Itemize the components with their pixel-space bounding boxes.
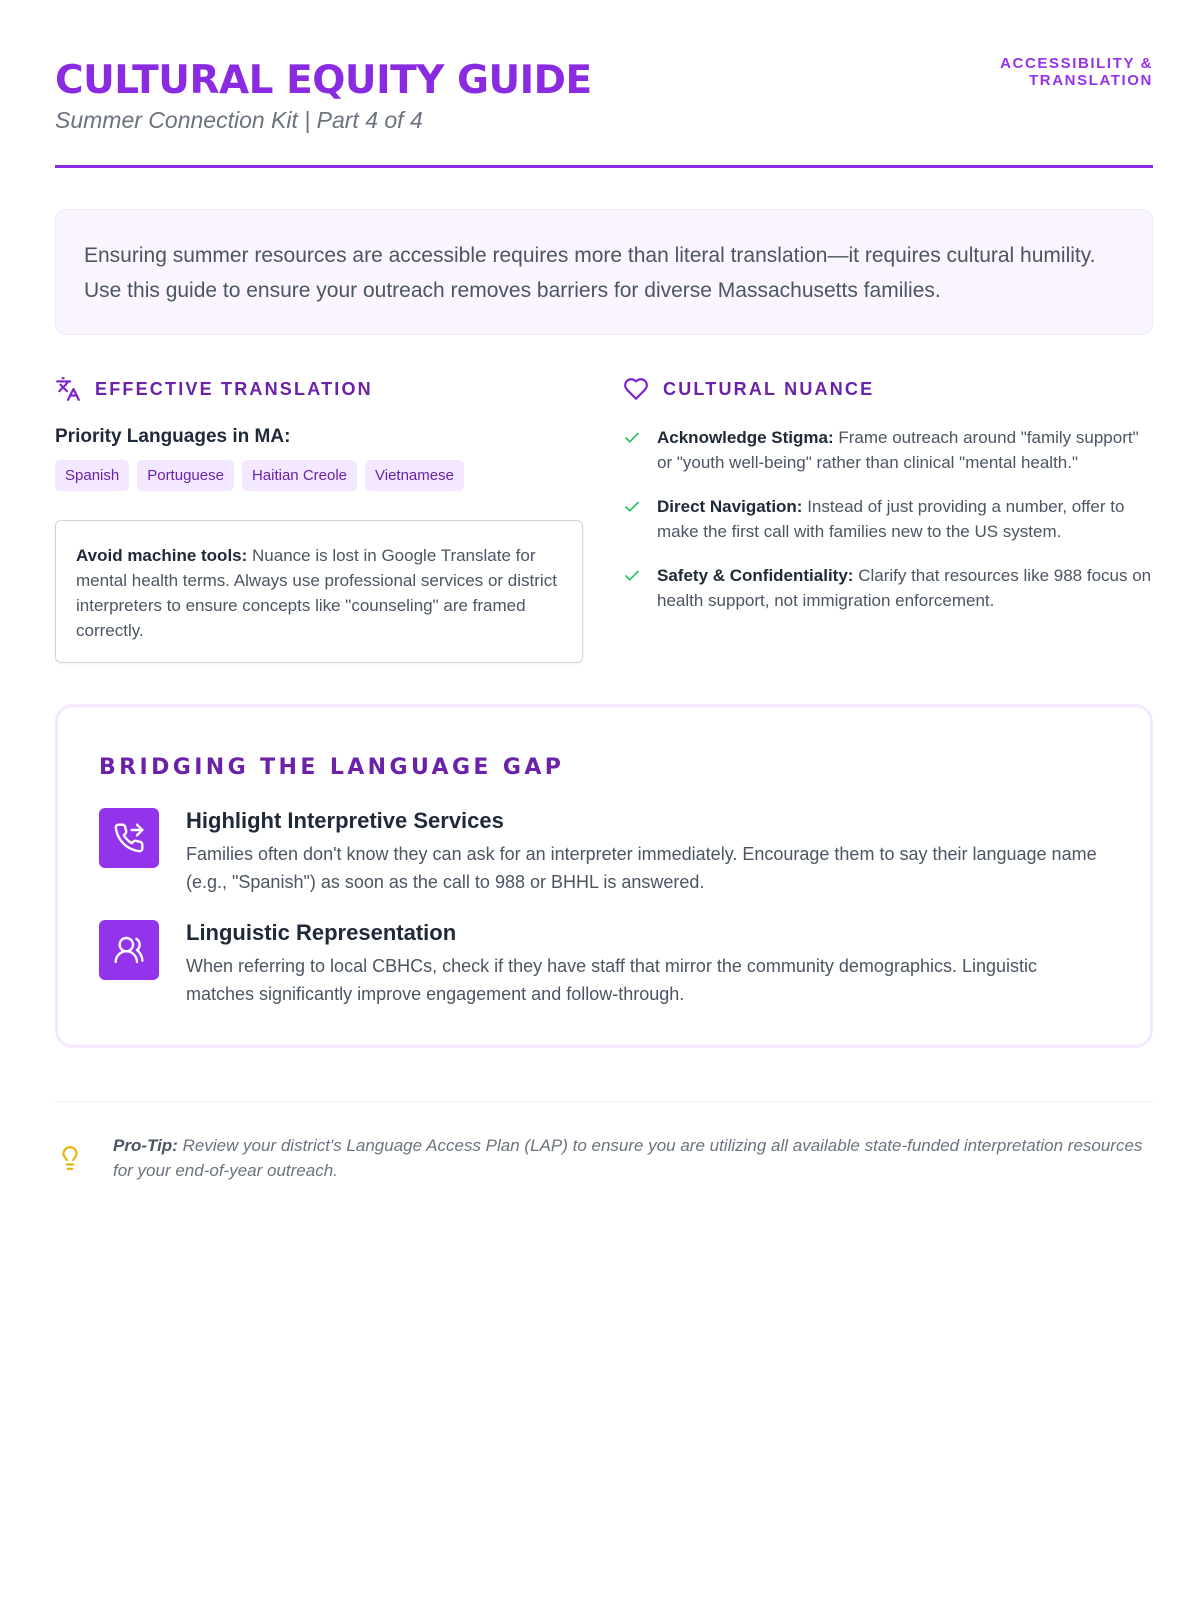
- translation-heading-text: EFFECTIVE TRANSLATION: [95, 378, 373, 399]
- translate-icon: [55, 376, 81, 402]
- nuance-heading: [623, 376, 1153, 402]
- intro-box: [55, 209, 1153, 335]
- pro-tip: [55, 1133, 1153, 1183]
- bridge-item-body: [186, 808, 1099, 896]
- note-bold: Avoid machine tools:: [76, 546, 248, 565]
- nuance-section: [623, 376, 1153, 632]
- nuance-item-bold: Acknowledge Stigma:: [657, 428, 834, 447]
- nuance-heading-text: CULTURAL NUANCE: [663, 378, 875, 399]
- icon-box: [99, 808, 159, 868]
- header: [55, 0, 1153, 168]
- pro-tip-text: [113, 1133, 1153, 1183]
- page-title: CULTURAL EQUITY GUIDE: [55, 58, 592, 103]
- heart-icon: [623, 376, 649, 402]
- priority-languages-label: Priority Languages in MA:: [55, 426, 291, 447]
- bridge-item-title: Linguistic Representation: [186, 920, 457, 945]
- intro-text: Ensuring summer resources are accessible requires more than literal translation—it requires cultural humility. Use this guide to ensure your outreach removes barriers for diverse Massachusetts families.: [84, 244, 1096, 302]
- check-icon: [623, 498, 641, 516]
- language-gap-panel: [55, 704, 1153, 1048]
- list-item: [623, 425, 1153, 475]
- language-gap-title: BRIDGING THE LANGUAGE GAP: [99, 755, 565, 780]
- bridge-item-text: Families often don't know they can ask for an interpreter immediately. Encourage them to say their language name (e.g., "Spanish") as soon as the call to 988 or BHHL is answered.: [186, 844, 1097, 892]
- lightbulb-icon: [57, 1143, 83, 1173]
- machine-tools-note: [55, 520, 583, 663]
- icon-box: [99, 920, 159, 980]
- bridge-item: [99, 920, 1099, 1008]
- check-icon: [623, 567, 641, 585]
- language-chip: Haitian Creole: [242, 460, 357, 491]
- nuance-item-text: Frame outreach around "family support" or "youth well-being" rather than clinical "mental health.": [657, 428, 1139, 472]
- category-tag-line-1: ACCESSIBILITY &: [1000, 55, 1153, 72]
- language-chip: Vietnamese: [365, 460, 464, 491]
- pro-tip-body: Review your district's Language Access Plan (LAP) to ensure you are utilizing all available state-funded interpretation resources for your end-of-year outreach.: [113, 1136, 1143, 1180]
- translation-section: [55, 376, 583, 663]
- pro-tip-label: Pro-Tip:: [113, 1136, 178, 1155]
- note-text: Nuance is lost in Google Translate for mental health terms. Always use professional services or district interpreters to ensure concepts like "counseling" are framed correctly.: [76, 546, 557, 640]
- language-chip: Spanish: [55, 460, 129, 491]
- language-chips: [55, 460, 583, 491]
- language-chip: Portuguese: [137, 460, 234, 491]
- list-item: [623, 494, 1153, 544]
- category-tag-line-2: TRANSLATION: [1029, 72, 1153, 89]
- nuance-item-bold: Safety & Confidentiality:: [657, 566, 854, 585]
- users-icon: [113, 934, 145, 966]
- bridge-item-text: When referring to local CBHCs, check if they have staff that mirror the community demographics. Linguistic matches significantly improve engagement and follow-through.: [186, 956, 1038, 1004]
- phone-forward-icon: [113, 822, 145, 854]
- divider: [55, 1101, 1153, 1102]
- bridge-item-title: Highlight Interpretive Services: [186, 808, 504, 833]
- translation-heading: [55, 376, 583, 402]
- check-icon: [623, 429, 641, 447]
- nuance-item-bold: Direct Navigation:: [657, 497, 803, 516]
- nuance-list: [623, 425, 1153, 613]
- category-tag: [1000, 55, 1153, 89]
- nuance-item-text: Instead of just providing a number, offer to make the first call with families new to the US system.: [657, 497, 1125, 541]
- bridge-item: [99, 808, 1099, 896]
- page-subtitle: Summer Connection Kit | Part 4 of 4: [55, 107, 423, 133]
- list-item: [623, 563, 1153, 613]
- nuance-item-text: Clarify that resources like 988 focus on health support, not immigration enforcement.: [657, 566, 1152, 610]
- page: [55, 0, 1153, 1180]
- bridge-item-body: [186, 920, 1099, 1008]
